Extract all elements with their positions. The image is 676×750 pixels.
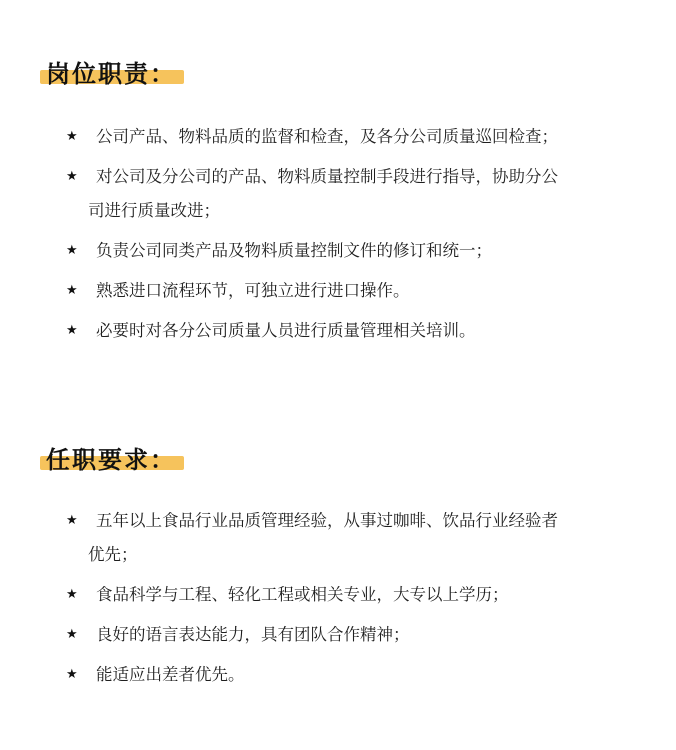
- item-text: 负责公司同类产品及物料质量控制文件的修订和统一；: [96, 241, 492, 260]
- item-text: 必要时对各分公司质量人员进行质量管理相关培训。: [96, 321, 476, 340]
- star-icon: ★: [66, 283, 78, 298]
- item-text: 五年以上食品行业品质管理经验，从事过咖啡、饮品行业经验者: [96, 511, 558, 530]
- list-item: [0, 160, 676, 228]
- list-item: [0, 274, 676, 308]
- star-icon: ★: [66, 627, 78, 642]
- list-item: [0, 578, 676, 612]
- item-text: 公司产品、物料品质的监督和检查，及各分公司质量巡回检查；: [96, 127, 558, 146]
- star-icon: ★: [66, 129, 78, 144]
- requirements-title: 任职要求：: [46, 446, 176, 474]
- item-text: 熟悉进口流程环节，可独立进行进口操作。: [96, 281, 410, 300]
- item-text-continued: 司进行质量改进；: [88, 201, 220, 220]
- star-icon: ★: [66, 587, 78, 602]
- item-text: 能适应出差者优先。: [96, 665, 245, 684]
- item-text-continued: 优先；: [88, 545, 138, 564]
- item-text: 良好的语言表达能力，具有团队合作精神；: [96, 625, 410, 644]
- duties-title: 岗位职责：: [46, 60, 176, 88]
- list-item: [0, 234, 676, 268]
- item-text: 食品科学与工程、轻化工程或相关专业，大专以上学历；: [96, 585, 509, 604]
- requirements-list: [0, 504, 676, 698]
- star-icon: ★: [66, 323, 78, 338]
- item-text: 对公司及分公司的产品、物料质量控制手段进行指导，协助分公: [96, 167, 558, 186]
- duties-list: [0, 120, 676, 354]
- list-item: [0, 658, 676, 692]
- duties-heading: [40, 52, 190, 90]
- duties-section: [0, 52, 676, 340]
- star-icon: ★: [66, 667, 78, 682]
- requirements-section: [0, 438, 676, 684]
- list-item: [0, 504, 676, 572]
- list-item: [0, 120, 676, 154]
- requirements-heading: [40, 438, 190, 476]
- list-item: [0, 618, 676, 652]
- star-icon: ★: [66, 513, 78, 528]
- list-item: [0, 314, 676, 348]
- star-icon: ★: [66, 169, 78, 184]
- star-icon: ★: [66, 243, 78, 258]
